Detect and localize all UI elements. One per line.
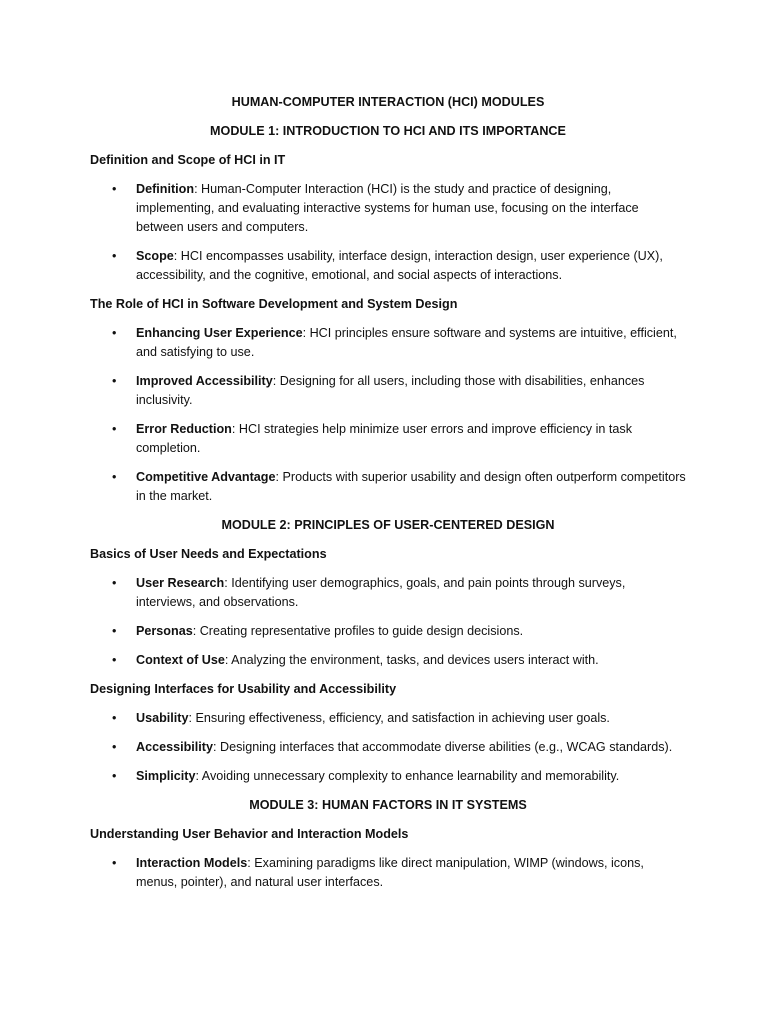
- item-text: : Creating representative profiles to guide design decisions.: [192, 624, 524, 638]
- module-title: MODULE 3: HUMAN FACTORS IN IT SYSTEMS: [249, 798, 527, 812]
- item-text: : HCI encompasses usability, interface design, interaction design, user experience (UX), accessibility, and the cognitive, emotional, and social aspects of interactions.: [136, 249, 663, 282]
- section-heading: Definition and Scope of HCI in IT: [90, 153, 286, 167]
- bullet-list: [90, 854, 686, 892]
- bullet-icon: •: [112, 576, 117, 590]
- item-text: : Designing for all users, including those with disabilities, enhances inclusivity.: [136, 374, 645, 407]
- item-term: Definition: [136, 182, 195, 196]
- section-heading: The Role of HCI in Software Development and System Design: [90, 297, 458, 311]
- document-title: HUMAN-COMPUTER INTERACTION (HCI) MODULES: [231, 95, 545, 109]
- item-term: Interaction Models: [136, 856, 248, 870]
- bullet-icon: •: [112, 856, 117, 870]
- list-item: [90, 468, 686, 506]
- bullet-icon: •: [112, 470, 117, 484]
- list-item: [90, 324, 686, 362]
- item-text: : HCI principles ensure software and systems are intuitive, efficient, and satisfying to use.: [136, 326, 677, 359]
- list-item: [90, 651, 686, 670]
- item-term: Personas: [136, 624, 193, 638]
- section-heading: Designing Interfaces for Usability and Accessibility: [90, 682, 397, 696]
- module-title: MODULE 1: INTRODUCTION TO HCI AND ITS IMPORTANCE: [210, 124, 566, 138]
- bullet-icon: •: [112, 653, 117, 667]
- bullet-icon: •: [112, 374, 117, 388]
- item-term: Context of Use: [136, 653, 225, 667]
- module-title: MODULE 2: PRINCIPLES OF USER-CENTERED DESIGN: [221, 518, 555, 532]
- item-text: : Human-Computer Interaction (HCI) is the study and practice of designing, implementing, and evaluating interactive systems for human use, focusing on the interface between users and computers.: [136, 182, 639, 234]
- item-text: : Products with superior usability and design often outperform competitors in the market.: [136, 470, 686, 503]
- section-heading: Understanding User Behavior and Interaction Models: [90, 827, 409, 841]
- bullet-icon: •: [112, 326, 117, 340]
- list-item: [90, 709, 686, 728]
- list-item: [90, 247, 686, 285]
- item-term: Error Reduction: [136, 422, 232, 436]
- bullet-icon: •: [112, 182, 117, 196]
- item-term: Usability: [136, 711, 189, 725]
- bullet-icon: •: [112, 624, 117, 638]
- list-item: [90, 767, 686, 786]
- item-term: Accessibility: [136, 740, 214, 754]
- list-item: [90, 574, 686, 612]
- item-term: Scope: [136, 249, 174, 263]
- item-term: Improved Accessibility: [136, 374, 273, 388]
- item-text: : Analyzing the environment, tasks, and devices users interact with.: [224, 653, 599, 667]
- bullet-list: [90, 574, 686, 670]
- bullet-icon: •: [112, 422, 117, 436]
- bullet-icon: •: [112, 769, 117, 783]
- bullet-list: [90, 324, 686, 506]
- list-item: [90, 420, 686, 458]
- bullet-icon: •: [112, 711, 117, 725]
- item-term: Enhancing User Experience: [136, 326, 303, 340]
- item-term: Simplicity: [136, 769, 196, 783]
- document-content: [90, 93, 686, 902]
- list-item: [90, 180, 686, 237]
- list-item: [90, 854, 686, 892]
- bullet-list: [90, 709, 686, 786]
- item-text: : Avoiding unnecessary complexity to enhance learnability and memorability.: [195, 769, 620, 783]
- list-item: [90, 622, 686, 641]
- item-text: : Ensuring effectiveness, efficiency, and satisfaction in achieving user goals.: [188, 711, 610, 725]
- list-item: [90, 738, 686, 757]
- item-text: : Examining paradigms like direct manipulation, WIMP (windows, icons, menus, pointer), and natural user interfaces.: [136, 856, 644, 889]
- item-text: : HCI strategies help minimize user errors and improve efficiency in task completion.: [136, 422, 632, 455]
- bullet-icon: •: [112, 249, 117, 263]
- list-item: [90, 372, 686, 410]
- item-text: : Identifying user demographics, goals, and pain points through surveys, interviews, and observations.: [136, 576, 626, 609]
- item-text: : Designing interfaces that accommodate diverse abilities (e.g., WCAG standards).: [213, 740, 673, 754]
- item-term: Competitive Advantage: [136, 470, 276, 484]
- section-heading: Basics of User Needs and Expectations: [90, 547, 327, 561]
- item-term: User Research: [136, 576, 225, 590]
- bullet-icon: •: [112, 740, 117, 754]
- bullet-list: [90, 180, 686, 285]
